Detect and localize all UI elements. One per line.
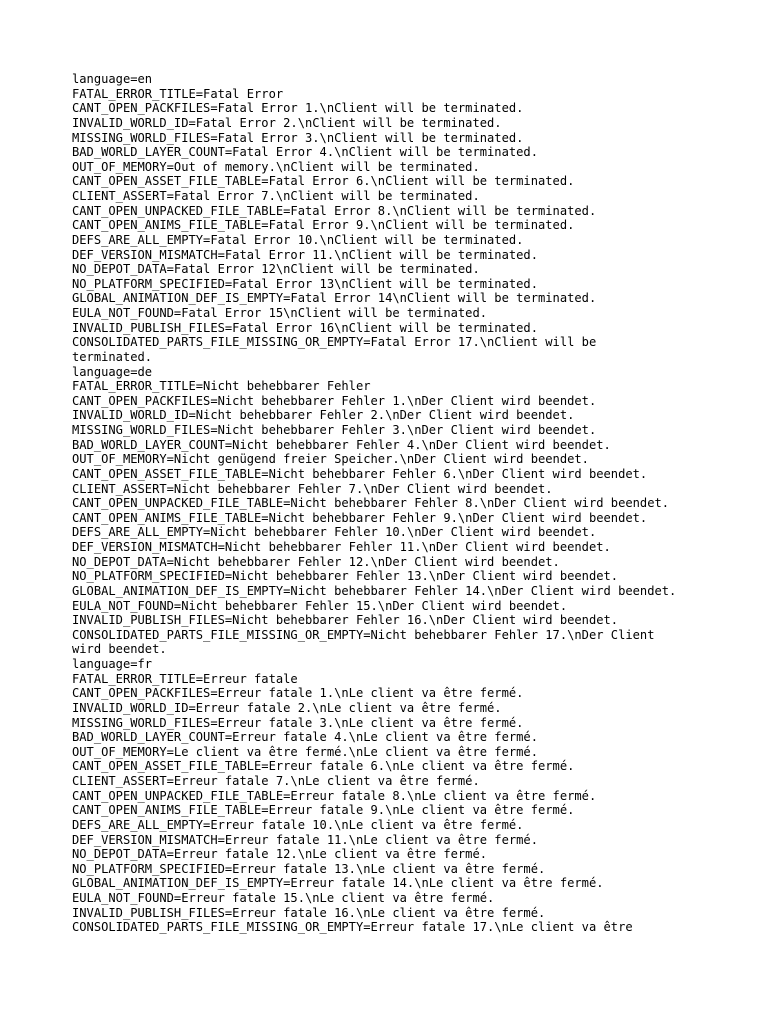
document-line: OUT_OF_MEMORY=Le client va être fermé.\nLe client va être fermé. bbox=[72, 744, 538, 759]
document-line: CANT_OPEN_ASSET_FILE_TABLE=Nicht behebbarer Fehler 6.\nDer Client wird beendet. bbox=[72, 466, 648, 481]
document-line: wird beendet. bbox=[72, 642, 167, 657]
document-line: CANT_OPEN_ASSET_FILE_TABLE=Erreur fatale 6.\nLe client va être fermé. bbox=[72, 759, 575, 774]
document-line: language=en bbox=[72, 72, 153, 86]
document-page bbox=[72, 72, 732, 935]
document-line: CANT_OPEN_UNPACKED_FILE_TABLE=Fatal Error 8.\nClient will be terminated. bbox=[72, 203, 597, 218]
document-line: INVALID_PUBLISH_FILES=Erreur fatale 16.\nLe client va être fermé. bbox=[72, 905, 546, 920]
document-line: GLOBAL_ANIMATION_DEF_IS_EMPTY=Nicht behebbarer Fehler 14.\nDer Client wird beendet. bbox=[72, 583, 677, 598]
document-line: CANT_OPEN_ANIMS_FILE_TABLE=Nicht behebbarer Fehler 9.\nDer Client wird beendet. bbox=[72, 510, 648, 525]
document-line: MISSING_WORLD_FILES=Fatal Error 3.\nClient will be terminated. bbox=[72, 130, 524, 145]
document-line: CONSOLIDATED_PARTS_FILE_MISSING_OR_EMPTY=Nicht behebbarer Fehler 17.\nDer Client bbox=[72, 627, 655, 642]
document-line: DEFS_ARE_ALL_EMPTY=Erreur fatale 10.\nLe client va être fermé. bbox=[72, 817, 524, 832]
document-line: INVALID_PUBLISH_FILES=Nicht behebbarer Fehler 16.\nDer Client wird beendet. bbox=[72, 613, 619, 628]
document-line: NO_PLATFORM_SPECIFIED=Erreur fatale 13.\nLe client va être fermé. bbox=[72, 861, 546, 876]
document-line: FATAL_ERROR_TITLE=Fatal Error bbox=[72, 86, 284, 101]
document-line: CONSOLIDATED_PARTS_FILE_MISSING_OR_EMPTY=Fatal Error 17.\nClient will be bbox=[72, 335, 597, 350]
document-line: INVALID_WORLD_ID=Erreur fatale 2.\nLe client va être fermé. bbox=[72, 700, 502, 715]
document-line: OUT_OF_MEMORY=Out of memory.\nClient will be terminated. bbox=[72, 159, 480, 174]
document-line: FATAL_ERROR_TITLE=Erreur fatale bbox=[72, 671, 298, 686]
document-line: DEF_VERSION_MISMATCH=Erreur fatale 11.\nLe client va être fermé. bbox=[72, 832, 538, 847]
document-line: EULA_NOT_FOUND=Fatal Error 15\nClient will be terminated. bbox=[72, 306, 488, 320]
document-line: BAD_WORLD_LAYER_COUNT=Fatal Error 4.\nClient will be terminated. bbox=[72, 145, 538, 160]
document-line: CANT_OPEN_UNPACKED_FILE_TABLE=Nicht behebbarer Fehler 8.\nDer Client wird beendet. bbox=[72, 496, 670, 511]
document-line: CANT_OPEN_PACKFILES=Fatal Error 1.\nClient will be terminated. bbox=[72, 101, 524, 116]
document-line: CLIENT_ASSERT=Erreur fatale 7.\nLe client va être fermé. bbox=[72, 774, 480, 788]
document-line: DEFS_ARE_ALL_EMPTY=Fatal Error 10.\nClient will be terminated. bbox=[72, 232, 524, 247]
document-line: CANT_OPEN_ASSET_FILE_TABLE=Fatal Error 6.\nClient will be terminated. bbox=[72, 174, 575, 189]
document-line: DEF_VERSION_MISMATCH=Nicht behebbarer Fehler 11.\nDer Client wird beendet. bbox=[72, 540, 611, 554]
document-line: CONSOLIDATED_PARTS_FILE_MISSING_OR_EMPTY=Erreur fatale 17.\nLe client va être bbox=[72, 920, 633, 935]
document-line: language=de bbox=[72, 364, 153, 379]
document-line: CLIENT_ASSERT=Nicht behebbarer Fehler 7.\nDer Client wird beendet. bbox=[72, 481, 553, 496]
document-line: NO_PLATFORM_SPECIFIED=Fatal Error 13\nClient will be terminated. bbox=[72, 276, 538, 291]
document-line: CLIENT_ASSERT=Fatal Error 7.\nClient will be terminated. bbox=[72, 189, 480, 203]
document-line: EULA_NOT_FOUND=Erreur fatale 15.\nLe client va être fermé. bbox=[72, 891, 495, 905]
document-line: CANT_OPEN_PACKFILES=Erreur fatale 1.\nLe client va être fermé. bbox=[72, 686, 524, 701]
document-line: MISSING_WORLD_FILES=Erreur fatale 3.\nLe client va être fermé. bbox=[72, 715, 524, 730]
document-line: GLOBAL_ANIMATION_DEF_IS_EMPTY=Fatal Error 14\nClient will be terminated. bbox=[72, 291, 597, 306]
document-line: CANT_OPEN_UNPACKED_FILE_TABLE=Erreur fatale 8.\nLe client va être fermé. bbox=[72, 788, 597, 803]
document-line: OUT_OF_MEMORY=Nicht genügend freier Speicher.\nDer Client wird beendet. bbox=[72, 452, 589, 467]
document-line: INVALID_WORLD_ID=Nicht behebbarer Fehler 2.\nDer Client wird beendet. bbox=[72, 408, 575, 423]
document-line: MISSING_WORLD_FILES=Nicht behebbarer Fehler 3.\nDer Client wird beendet. bbox=[72, 423, 597, 437]
document-line: language=fr bbox=[72, 657, 153, 671]
document-line: INVALID_PUBLISH_FILES=Fatal Error 16\nClient will be terminated. bbox=[72, 320, 538, 335]
document-line: FATAL_ERROR_TITLE=Nicht behebbarer Fehler bbox=[72, 379, 371, 394]
document-line: INVALID_WORLD_ID=Fatal Error 2.\nClient will be terminated. bbox=[72, 115, 502, 130]
document-line: CANT_OPEN_PACKFILES=Nicht behebbarer Fehler 1.\nDer Client wird beendet. bbox=[72, 393, 597, 408]
document-line: NO_DEPOT_DATA=Fatal Error 12\nClient will be terminated. bbox=[72, 262, 480, 277]
document-line: BAD_WORLD_LAYER_COUNT=Erreur fatale 4.\nLe client va être fermé. bbox=[72, 730, 538, 745]
document-line: CANT_OPEN_ANIMS_FILE_TABLE=Erreur fatale 9.\nLe client va être fermé. bbox=[72, 803, 575, 818]
document-line: DEFS_ARE_ALL_EMPTY=Nicht behebbarer Fehler 10.\nDer Client wird beendet. bbox=[72, 525, 597, 540]
document-line: GLOBAL_ANIMATION_DEF_IS_EMPTY=Erreur fatale 14.\nLe client va être fermé. bbox=[72, 876, 604, 891]
document-line: terminated. bbox=[72, 349, 153, 364]
document-line: NO_PLATFORM_SPECIFIED=Nicht behebbarer Fehler 13.\nDer Client wird beendet. bbox=[72, 569, 619, 584]
document-line: BAD_WORLD_LAYER_COUNT=Nicht behebbarer Fehler 4.\nDer Client wird beendet. bbox=[72, 437, 611, 452]
document-line: CANT_OPEN_ANIMS_FILE_TABLE=Fatal Error 9.\nClient will be terminated. bbox=[72, 218, 575, 233]
document-line: NO_DEPOT_DATA=Nicht behebbarer Fehler 12.\nDer Client wird beendet. bbox=[72, 554, 560, 569]
document-line: EULA_NOT_FOUND=Nicht behebbarer Fehler 15.\nDer Client wird beendet. bbox=[72, 598, 568, 613]
document-line: DEF_VERSION_MISMATCH=Fatal Error 11.\nClient will be terminated. bbox=[72, 247, 538, 262]
document-line: NO_DEPOT_DATA=Erreur fatale 12.\nLe client va être fermé. bbox=[72, 847, 488, 862]
